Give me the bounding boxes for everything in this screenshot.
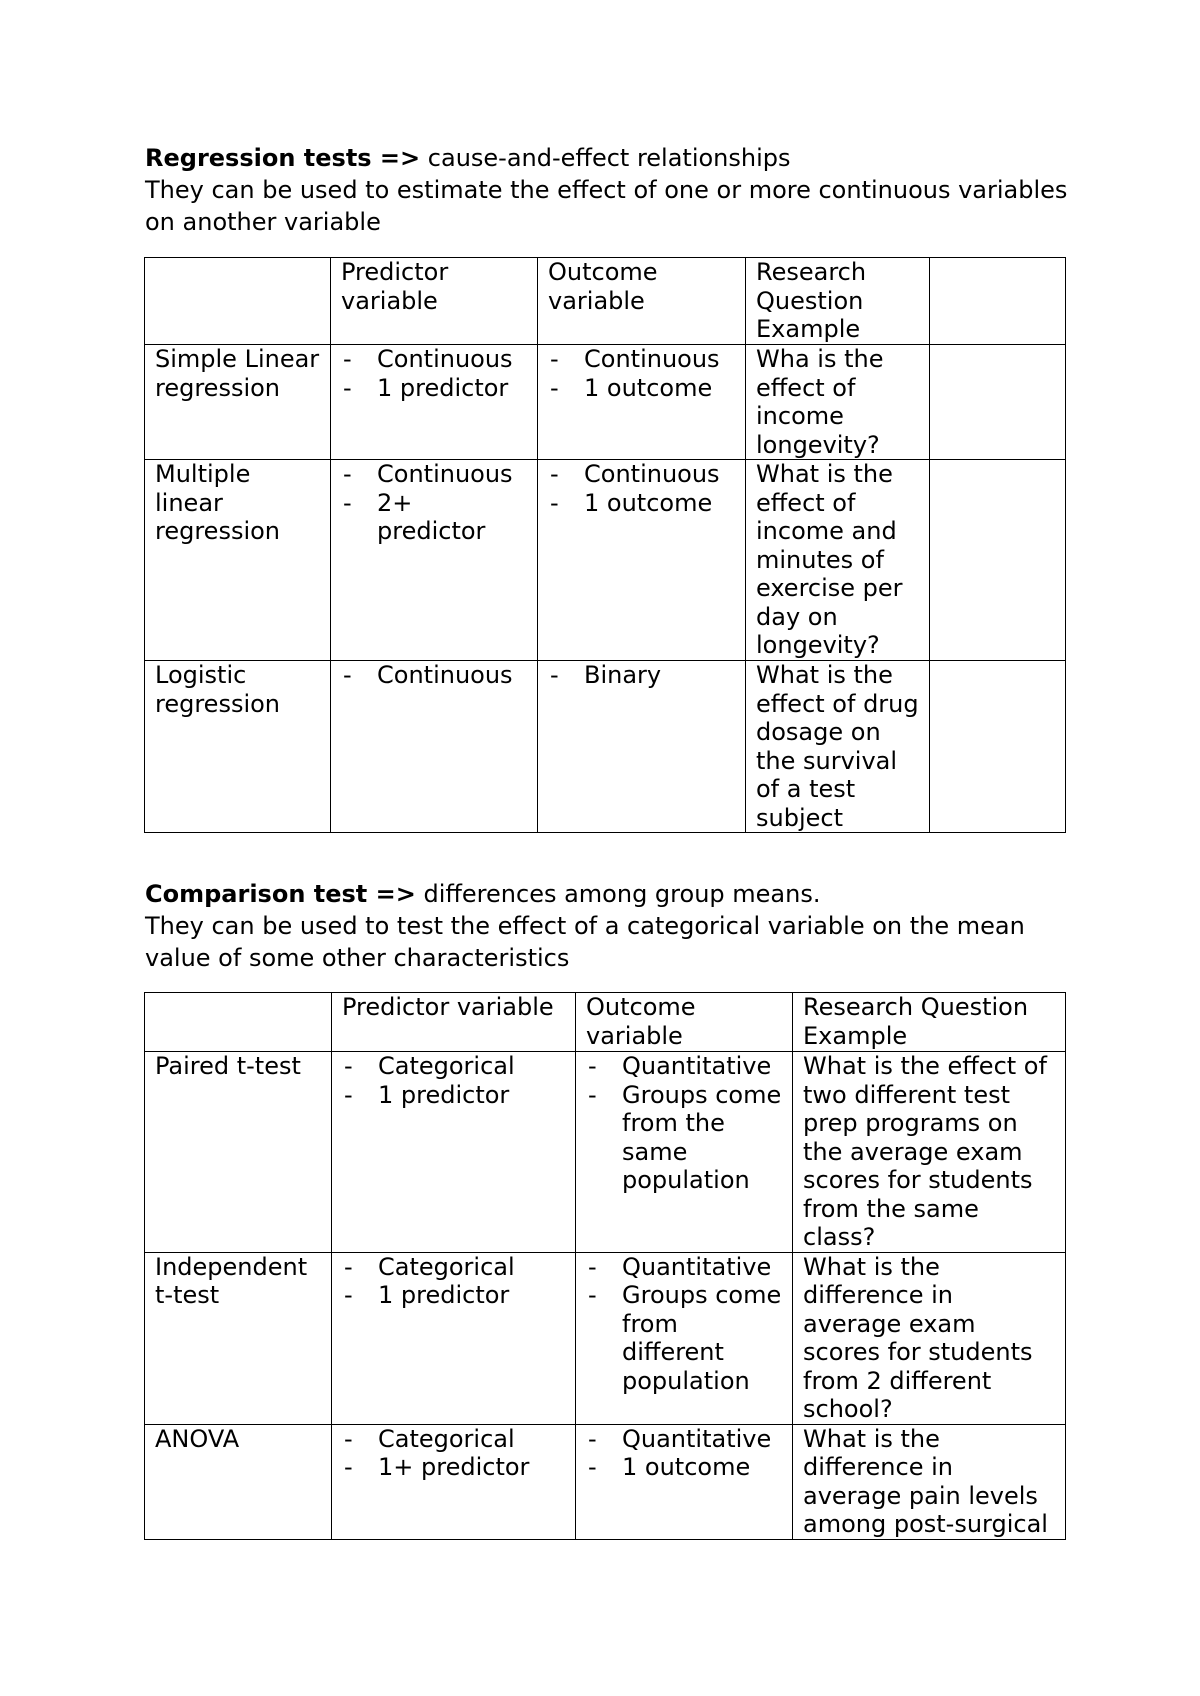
outcome-cell xyxy=(538,460,746,661)
comparison-description: They can be used to test the effect of a categorical variable on the mean value of some other characteristics xyxy=(145,912,1025,972)
test-name-cell: ANOVA xyxy=(145,1424,332,1539)
comparison-heading-rest: differences among group means. xyxy=(415,880,821,908)
list-item: - 1+ predictor xyxy=(342,1453,565,1482)
header-cell: Predictor variable xyxy=(332,993,576,1052)
comparison-heading-bold: Comparison test => xyxy=(145,880,416,908)
table-row xyxy=(145,993,1066,1052)
predictor-cell xyxy=(331,460,538,661)
table-row xyxy=(145,258,1066,345)
list-item: - Quantitative xyxy=(586,1253,782,1282)
list-item: - Categorical xyxy=(342,1425,565,1454)
regression-heading-bold: Regression tests => xyxy=(145,144,421,172)
table-row xyxy=(145,345,1066,460)
question-cell: What is the effect of two different test prep programs on the average exam scores for students from the same class? xyxy=(793,1052,1066,1253)
list-item: - Groups come from different population xyxy=(586,1281,782,1395)
list-item: - Continuous xyxy=(341,661,527,690)
list-item: - Continuous xyxy=(341,345,527,374)
list-item: - Categorical xyxy=(342,1052,565,1081)
header-cell: Outcome variable xyxy=(576,993,793,1052)
predictor-cell xyxy=(331,345,538,460)
empty-cell xyxy=(930,661,1066,833)
list-item: - Binary xyxy=(548,661,735,690)
list-item: - Categorical xyxy=(342,1253,565,1282)
list-item: - Continuous xyxy=(548,345,735,374)
list-item: - Continuous xyxy=(341,460,527,489)
list-item: - 1 predictor xyxy=(342,1281,565,1310)
list-item: - 1 predictor xyxy=(342,1081,565,1110)
empty-cell xyxy=(930,345,1066,460)
table-row xyxy=(145,460,1066,661)
header-cell: Predictor variable xyxy=(331,258,538,345)
outcome-cell xyxy=(576,1052,793,1253)
predictor-cell xyxy=(331,661,538,833)
table-row xyxy=(145,661,1066,833)
header-cell: Research Question Example xyxy=(793,993,1066,1052)
question-cell: What is the effect of drug dosage on the survival of a test subject xyxy=(746,661,930,833)
empty-cell xyxy=(930,460,1066,661)
list-item: - Quantitative xyxy=(586,1425,782,1454)
header-cell: Outcome variable xyxy=(538,258,746,345)
question-cell: Wha is the effect of income longevity? xyxy=(746,345,930,460)
predictor-cell xyxy=(332,1252,576,1424)
list-item: - 1 outcome xyxy=(548,489,735,518)
header-cell xyxy=(930,258,1066,345)
list-item: - 2+ predictor xyxy=(341,489,527,546)
header-cell xyxy=(145,993,332,1052)
outcome-cell xyxy=(576,1424,793,1539)
predictor-cell xyxy=(332,1424,576,1539)
regression-description: They can be used to estimate the effect of one or more continuous variables on another variable xyxy=(145,176,1068,236)
test-name-cell: Logistic regression xyxy=(145,661,331,833)
list-item: - 1 outcome xyxy=(548,374,735,403)
comparison-table xyxy=(144,992,1066,1540)
outcome-cell xyxy=(538,661,746,833)
comparison-heading xyxy=(145,878,820,910)
regression-table xyxy=(144,257,1066,833)
test-name-cell: Multiple linear regression xyxy=(145,460,331,661)
outcome-cell xyxy=(576,1252,793,1424)
test-name-cell: Simple Linear regression xyxy=(145,345,331,460)
regression-heading xyxy=(145,142,791,174)
table-row xyxy=(145,1252,1066,1424)
regression-heading-rest: cause-and-effect relationships xyxy=(420,144,791,172)
list-item: - Groups come from the same population xyxy=(586,1081,782,1195)
header-cell: Research Question Example xyxy=(746,258,930,345)
list-item: - Quantitative xyxy=(586,1052,782,1081)
outcome-cell xyxy=(538,345,746,460)
predictor-cell xyxy=(332,1052,576,1253)
question-cell: What is the effect of income and minutes of exercise per day on longevity? xyxy=(746,460,930,661)
list-item: - 1 outcome xyxy=(586,1453,782,1482)
table-row xyxy=(145,1052,1066,1253)
list-item: - Continuous xyxy=(548,460,735,489)
list-item: - 1 predictor xyxy=(341,374,527,403)
table-row xyxy=(145,1424,1066,1539)
question-cell: What is the difference in average pain levels among post-surgical xyxy=(793,1424,1066,1539)
test-name-cell: Paired t-test xyxy=(145,1052,332,1253)
test-name-cell: Independent t-test xyxy=(145,1252,332,1424)
header-cell xyxy=(145,258,331,345)
question-cell: What is the difference in average exam scores for students from 2 different school? xyxy=(793,1252,1066,1424)
